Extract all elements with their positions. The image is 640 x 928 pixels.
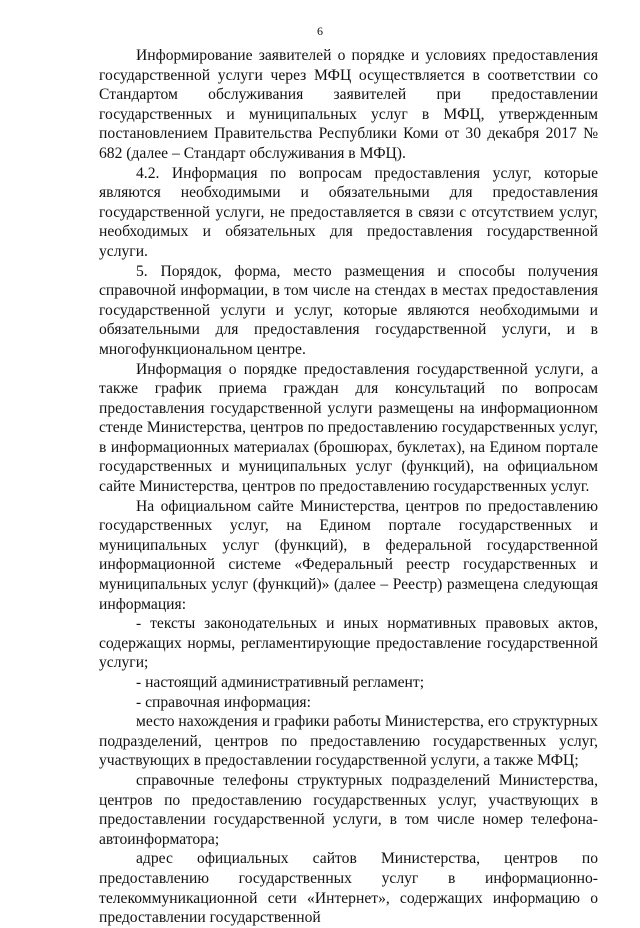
list-item-legal-acts: - тексты законодательных и иных нормативных правовых актов, содержащих нормы, регламентирующие предоставление государственной услуги; — [99, 615, 598, 672]
document-body — [99, 46, 598, 928]
list-item-reference-info: - справочная информация: — [136, 693, 311, 711]
page-number: 6 — [317, 24, 323, 38]
paragraph-websites: адрес официальных сайтов Министерства, центров по предоставлению государственных услуг в информационно-телекоммуникационной сети «Интернет», содержащих информацию о предоставлении государственной — [99, 850, 598, 927]
paragraph-phones: справочные телефоны структурных подразделений Министерства, центров по предоставлению государственных услуг, участвующих в предоставлении государственной услуги, в том числе номер телефона-автоинформатора; — [99, 771, 598, 848]
paragraph-official-site: На официальном сайте Министерства, центров по предоставлению государственных услуг, на Едином портале государственных и муниципальных услуг (функций), в федеральной государственной информационной системе «Федеральный реестр государственных и муниципальных услуг (функций)» (далее – Реестр) размещена следующая информация: — [99, 497, 598, 613]
paragraph-4-2: 4.2. Информация по вопросам предоставления услуг, которые являются необходимыми и обязательными для предоставления государственной услуги, не предоставляется в связи с отсутствием услуг, необходимых и обязательных для предоставления государственной услуги. — [99, 164, 598, 260]
paragraph-location-schedule: место нахождения и графики работы Министерства, его структурных подразделений, центров по предоставлению государственных услуг, участвующих в предоставлении государственной услуги, а также МФЦ; — [99, 713, 598, 770]
paragraph-info-placement: Информация о порядке предоставления государственной услуги, а также график приема граждан для консультаций по вопросам предоставления государственной услуги размещены на информационном стенде Министерства, центров по предоставлению государственных услуг, в информационных материалах (брошюрах, буклетах), на Едином портале государственных и муниципальных услуг (функций), на официальном сайте Министерства, центров по предоставлению государственных услуг. — [99, 360, 598, 496]
paragraph-5: 5. Порядок, форма, место размещения и способы получения справочной информации, в том числе на стендах в местах предоставления государственной услуги и услуг, которые являются необходимыми и обязательными для предоставления государственной услуги, и в многофункциональном центре. — [99, 262, 598, 358]
paragraph-mfc-informing: Информирование заявителей о порядке и условиях предоставления государственной услуги через МФЦ осуществляется в соответствии со Стандартом обслуживания заявителей при предоставлении государственных и муниципальных услуг в МФЦ, утвержденным постановлением Правительства Республики Коми от 30 декабря 2017 № 682 (далее – Стандарт обслуживания в МФЦ). — [99, 47, 598, 162]
list-item-regulation: - настоящий административный регламент; — [136, 674, 425, 691]
